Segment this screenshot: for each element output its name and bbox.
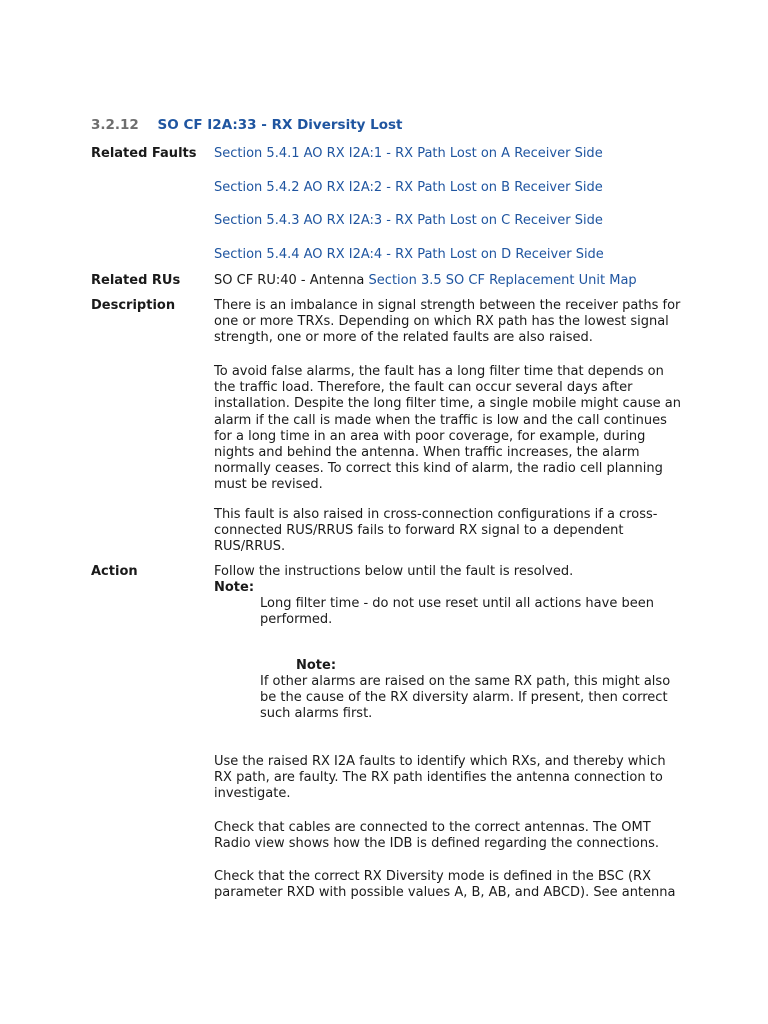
action-paragraph-1: Use the raised RX I2A faults to identify which RXs, and thereby which RX path, are faulty. The RX path identifies the antenna connection to investigate. [214, 754, 666, 802]
section-number: 3.2.12 [91, 117, 139, 133]
replacement-unit-map-link[interactable]: Section 3.5 SO CF Replacement Unit Map [368, 273, 637, 288]
note-1-text: Long filter time - do not use reset until all actions have been performed. [260, 596, 654, 628]
related-fault-link-3[interactable]: Section 5.4.3 AO RX I2A:3 - RX Path Lost on C Receiver Side [214, 213, 603, 228]
related-rus-text: SO CF RU:40 - Antenna [214, 273, 365, 288]
action-label: Action [91, 564, 138, 579]
description-paragraph-3: This fault is also raised in cross-connection configurations if a cross-connected RUS/RRUS fails to forward RX signal to a dependent RUS/RRUS. [214, 507, 658, 555]
section-heading [91, 117, 403, 133]
action-paragraph-2: Check that cables are connected to the correct antennas. The OMT Radio view shows how the IDB is defined regarding the connections. [214, 820, 660, 852]
description-label: Description [91, 298, 176, 313]
related-fault-link-4[interactable]: Section 5.4.4 AO RX I2A:4 - RX Path Lost on D Receiver Side [214, 247, 604, 262]
description-paragraph-2: To avoid false alarms, the fault has a long filter time that depends on the traffic load. Therefore, the fault can occur several days after installation. Despite the long filter time, a single mobile might cause an alarm if the call is made when the traffic is low and the call continues for a long time in an area with poor coverage, for example, during nights and behind the antenna. When traffic increases, the alarm normally ceases. To correct this kind of alarm, the radio cell planning must be revised. [214, 364, 681, 493]
action-intro: Follow the instructions below until the fault is resolved. [214, 564, 574, 579]
description-paragraph-1: There is an imbalance in signal strength between the receiver paths for one or more TRXs. Depending on which RX path has the lowest signal strength, one or more of the related faults are also raised. [214, 298, 681, 346]
section-title: SO CF I2A:33 - RX Diversity Lost [157, 117, 403, 133]
note-1-title: Note: [214, 580, 255, 595]
note-2-title: Note: [296, 658, 337, 673]
related-faults-label: Related Faults [91, 146, 197, 161]
related-fault-link-1[interactable]: Section 5.4.1 AO RX I2A:1 - RX Path Lost on A Receiver Side [214, 146, 603, 161]
related-rus-label: Related RUs [91, 273, 181, 288]
note-2-text: If other alarms are raised on the same RX path, this might also be the cause of the RX diversity alarm. If present, then correct such alarms first. [260, 674, 671, 722]
action-paragraph-3: Check that the correct RX Diversity mode is defined in the BSC (RX parameter RXD with possible values A, B, AB, and ABCD). See antenna [214, 869, 676, 901]
related-rus-value [214, 273, 684, 289]
related-fault-link-2[interactable]: Section 5.4.2 AO RX I2A:2 - RX Path Lost on B Receiver Side [214, 180, 603, 195]
